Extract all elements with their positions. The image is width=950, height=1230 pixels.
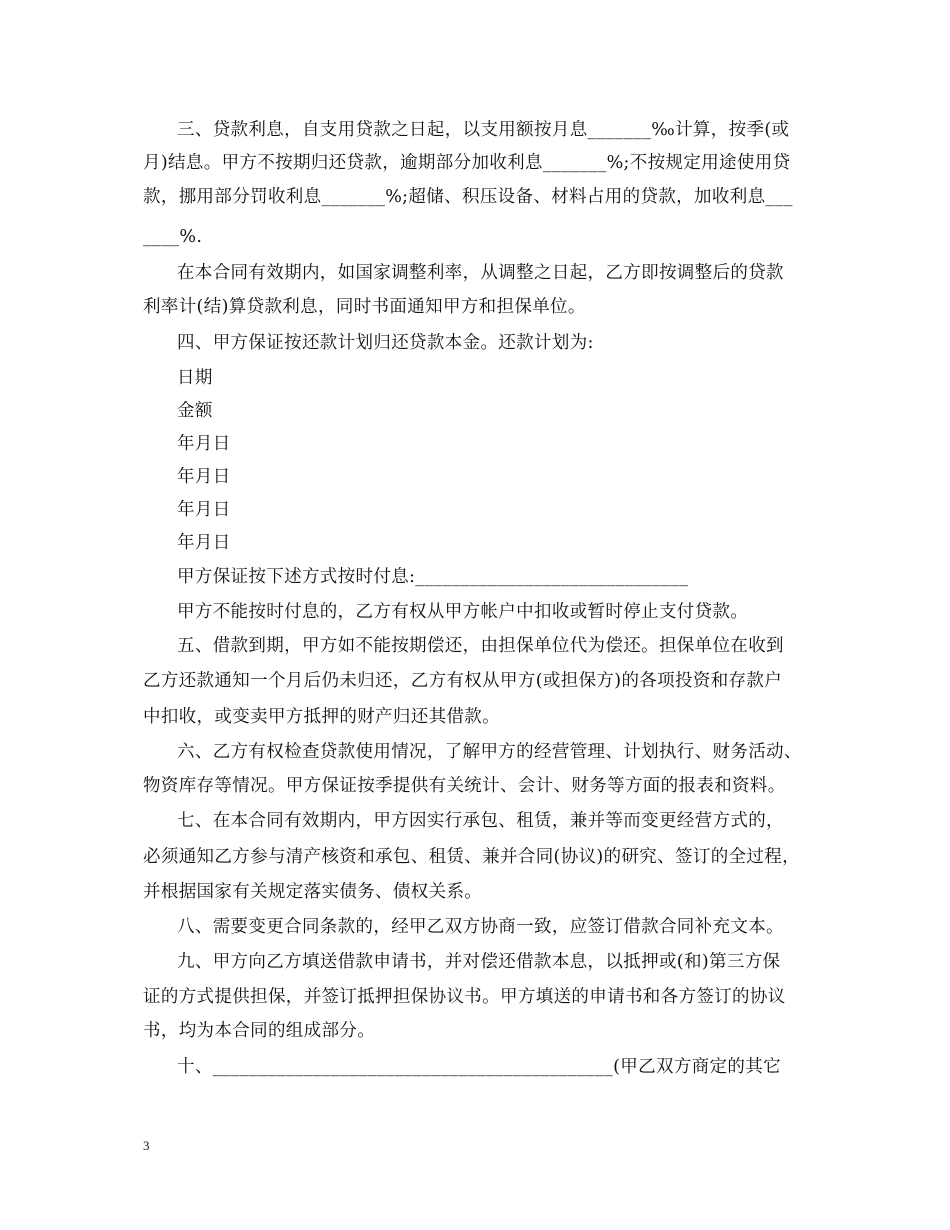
text-line: 利率计(结)算贷款利息，同时书面通知甲方和担保单位。 [143,297,586,317]
text-line: 五、借款到期，甲方如不能按期偿还，由担保单位代为偿还。担保单位在收到 [177,636,784,656]
text-line: 三、贷款利息，自支用贷款之日起，以支用额按月息_______‰计算，按季(或 [177,120,790,140]
text-line: 七、在本合同有效期内，甲方因实行承包、租赁，兼并等而变更经营方式的， [177,811,784,831]
text-line: 十、____________________________________________(甲乙双方商定的其它 [177,1057,781,1077]
text-line: 中扣收，或变卖甲方抵押的财产归还其借款。 [143,707,500,727]
text-line: 月)结息。甲方不按期归还贷款，逾期部分加收利息_______%;不按规定用途使用贷 [143,153,791,173]
text-line: 日期 [177,368,213,388]
text-line: 必须通知乙方参与清产核资和承包、租赁、兼并合同(协议)的研究、签订的全过程， [143,847,800,867]
text-line: 物资库存等情况。甲方保证按季提供有关统计、会计、财务等方面的报表和资料。 [143,776,786,796]
text-line: 金额 [177,401,213,421]
text-line: 在本合同有效期内，如国家调整利率，从调整之日起，乙方即按调整后的贷款 [177,263,784,283]
text-line: 证的方式提供担保，并签订抵押担保协议书。甲方填送的申请书和各方签订的协议 [143,987,786,1007]
text-line: 甲方保证按下述方式按时付息:______________________________ [177,567,689,587]
text-line: 款，挪用部分罚收利息_______%;超储、积压设备、材料占用的贷款，加收利息___ [143,187,793,207]
text-line: 书，均为本合同的组成部分。 [143,1021,376,1041]
text-line: 年月日 [177,434,231,454]
text-line: 甲方不能按时付息的，乙方有权从甲方帐户中扣收或暂时停止支付贷款。 [177,602,749,622]
text-line: 并根据国家有关规定落实债务、债权关系。 [143,882,483,902]
text-line: 九、甲方向乙方填送借款申请书，并对偿还借款本息，以抵押或(和)第三方保 [177,952,781,972]
text-line: 乙方还款通知一个月后仍未归还，乙方有权从甲方(或担保方)的各项投资和存款户 [143,671,783,691]
text-line: 年月日 [177,500,231,520]
text-line: 六、乙方有权检查贷款使用情况，了解甲方的经营管理、计划执行、财务活动、 [177,742,802,762]
page-number: 3 [143,1138,150,1153]
text-line: 年月日 [177,533,231,553]
text-line: 八、需要变更合同条款的，经甲乙双方协商一致，应签订借款合同补充文本。 [177,917,784,937]
text-line: ____%. [143,227,203,247]
text-line: 年月日 [177,467,231,487]
text-line: 四、甲方保证按还款计划归还贷款本金。还款计划为: [177,333,594,353]
